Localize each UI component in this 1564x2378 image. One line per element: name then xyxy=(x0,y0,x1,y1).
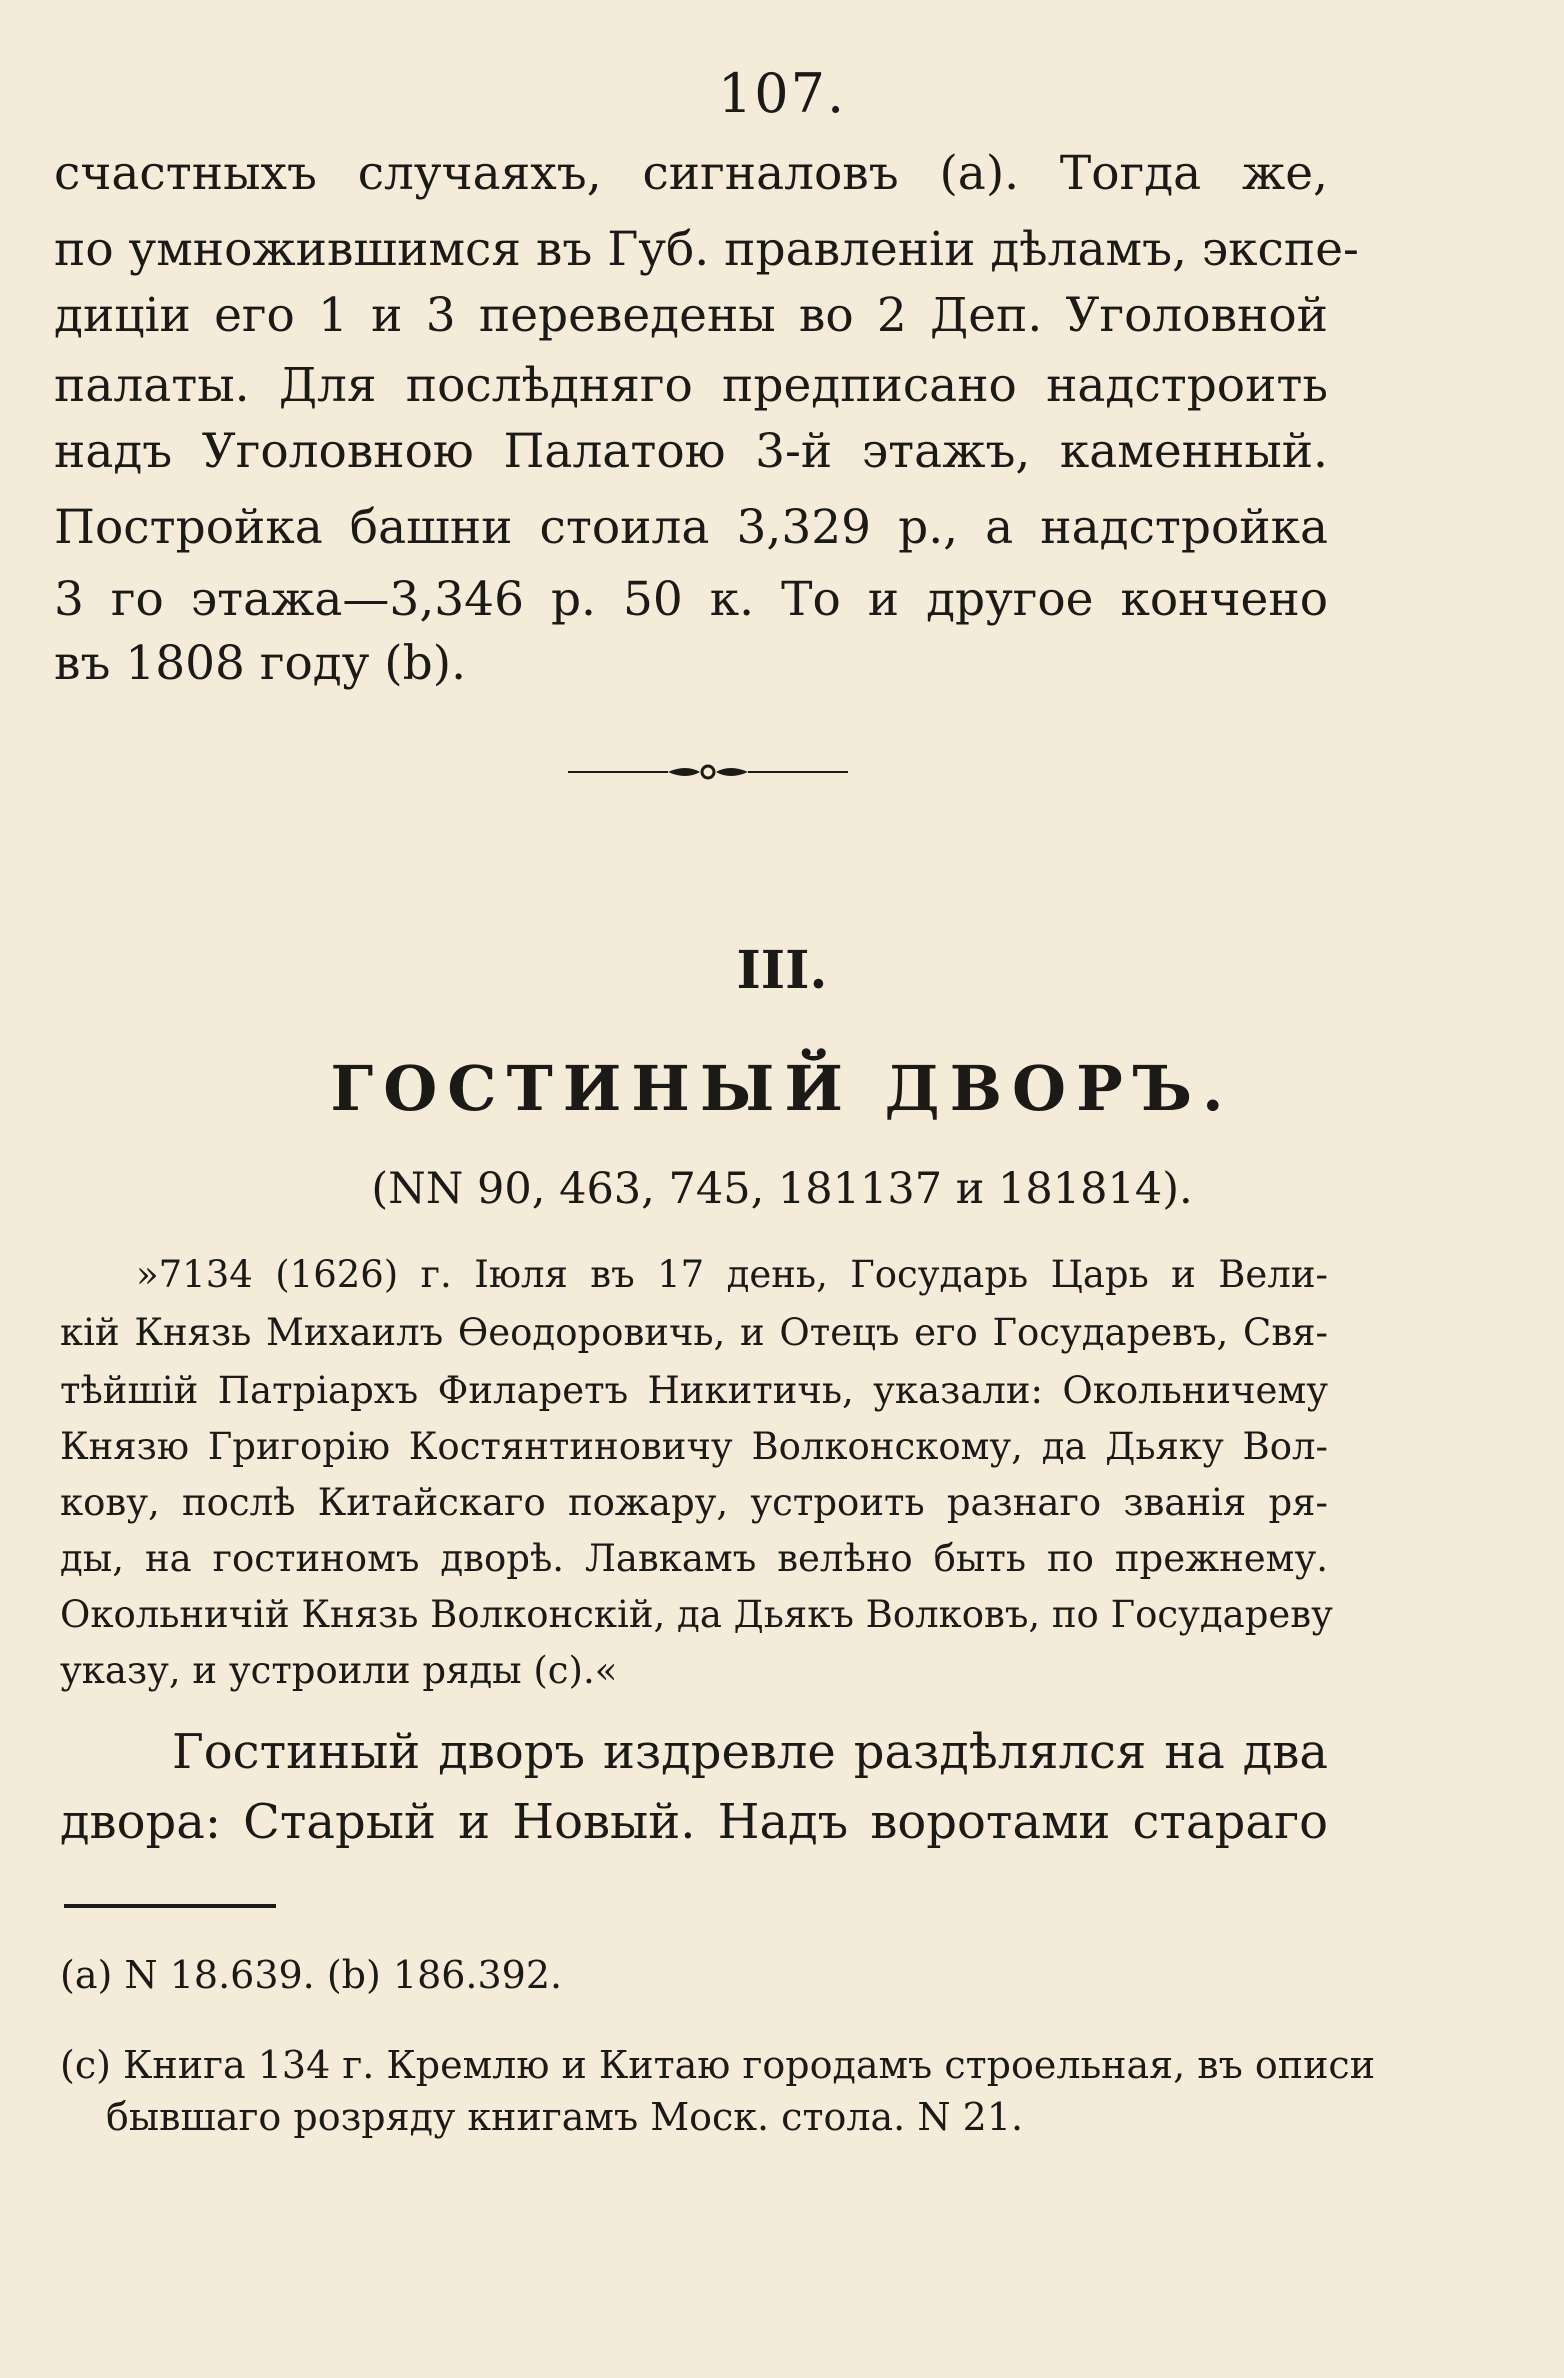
section-title: ГОСТИНЫЙ ДВОРЪ. xyxy=(330,1052,1234,1125)
body-line-4: палаты. Для послѣдняго предписано надстроить xyxy=(54,358,1328,413)
ornament-divider xyxy=(568,752,848,792)
quote-line-5: кову, послѣ Китайскаго пожару, устроить разнаго званія ря- xyxy=(60,1481,1328,1524)
footnote-c-line-1: (c) Книга 134 г. Кремлю и Китаю городамъ строельная, въ описи xyxy=(60,2043,1376,2087)
body-line-8: въ 1808 году (b). xyxy=(54,636,467,691)
footnote-a-b: (a) N 18.639. (b) 186.392. xyxy=(60,1953,563,1997)
paragraph-line-1: Гостиный дворъ издревле раздѣлялся на два xyxy=(172,1724,1328,1780)
quote-line-8: указу, и устроили ряды (с).« xyxy=(60,1649,618,1692)
section-number: III. xyxy=(736,940,828,1001)
body-line-3: диціи его 1 и 3 переведены во 2 Деп. Уголовной xyxy=(54,288,1328,343)
paragraph-line-2: двора: Старый и Новый. Надъ воротами стараго xyxy=(60,1794,1328,1850)
quote-line-2: кій Князь Михаилъ Ѳеодоровичь, и Отецъ его Государевъ, Свя- xyxy=(60,1311,1328,1354)
footnote-c-line-2: бывшаго розряду книгамъ Моск. стола. N 21. xyxy=(106,2095,1024,2139)
body-line-5: надъ Уголовною Палатою 3-й этажъ, каменный. xyxy=(54,424,1328,479)
quote-line-4: Князю Григорію Костянтиновичу Волконскому, да Дьяку Вол- xyxy=(60,1425,1328,1468)
footnote-rule xyxy=(64,1904,276,1908)
body-line-2: по умножившимся въ Губ. правленіи дѣламъ, экспе- xyxy=(54,222,1359,277)
quote-line-1: »7134 (1626) г. Іюля въ 17 день, Государь Царь и Вели- xyxy=(136,1253,1328,1296)
page-number: 107. xyxy=(717,62,847,125)
body-line-7: 3 го этажа—3,346 р. 50 к. То и другое кончено xyxy=(54,572,1328,627)
quote-line-7: Окольничій Князь Волконскій, да Дьякъ Волковъ, по Государеву xyxy=(60,1593,1333,1636)
quote-line-3: тѣйшій Патріархъ Филаретъ Никитичь, указали: Окольничему xyxy=(60,1369,1328,1412)
quote-line-6: ды, на гостиномъ дворѣ. Лавкамъ велѣно быть по прежнему. xyxy=(60,1537,1328,1580)
body-line-6: Постройка башни стоила 3,329 р., а надстройка xyxy=(54,500,1328,555)
body-line-1: счастныхъ случаяхъ, сигналовъ (а). Тогда же, xyxy=(54,146,1328,201)
section-references: (NN 90, 463, 745, 181137 и 181814). xyxy=(371,1164,1193,1214)
